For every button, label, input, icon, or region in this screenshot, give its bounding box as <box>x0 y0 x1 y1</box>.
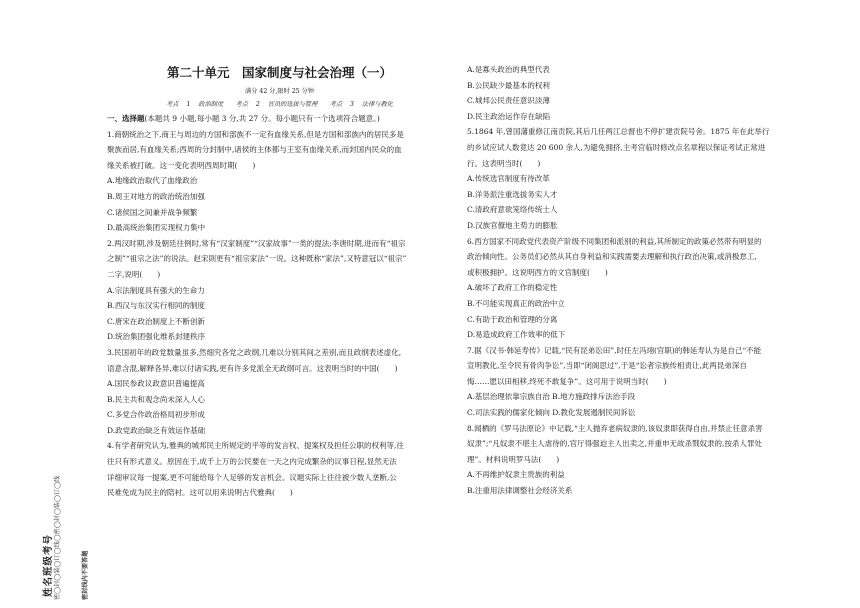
student-info-label: 姓名班级考号 <box>43 533 54 597</box>
text-line: 详细审议每一提案,更不可能给每个人足够的发言机会。议题实际上往往被少数人垄断,公 <box>107 472 397 482</box>
text-line: D.统治集团强化维系封建秩序 <box>107 332 206 342</box>
text-line: 2.两汉时期,涉及朝廷往例时,常有“汉家制度”“汉家故事”一类的提法;李唐时期,进而有“祖宗 <box>107 238 406 248</box>
text-line: B.不可能实现真正的政治中立 <box>467 298 565 308</box>
text-line: A.地缘政治取代了血缘政治 <box>107 176 198 186</box>
text-line: C.有助于政治和管理的分离 <box>467 314 558 324</box>
text-line: A.基层治理依靠宗族自治 B.地方施政排斥法治手段 <box>467 392 636 402</box>
text-line: 的乡试应试人数竟达 20 600 余人,为避免拥挤,主考官临时修改点名章程以保证考试正常进 <box>467 142 766 152</box>
text-line: D.最高统治集团实现权力集中 <box>107 223 206 233</box>
text-line: A.破坏了政府工作的稳定性 <box>467 283 558 293</box>
score-time-info: 满分 42 分,限时 25 分钟 <box>245 88 314 95</box>
text-line: A.国民参政议政意识普遍提高 <box>107 379 205 389</box>
text-line: C.司法实践的儒家化倾向 D.教化发展遏制民间诉讼 <box>467 408 636 418</box>
text-line: C.诸侯国之间兼并战争频繁 <box>107 207 198 217</box>
text-line: A.是寡头政治的典型代表 <box>467 65 550 74</box>
text-line: 4.有学者研究认为,雅典的城邦民主所规定的平等的发言权、提案权及担任公职的权利等,往 <box>107 441 404 451</box>
text-line: 奴隶”;“凡奴隶不堪主人虐待的,官厅得强迫主人出卖之,并重申无故杀戮奴隶的,按杀人罪处 <box>467 439 762 449</box>
text-line: 民难免成为民主的陪衬。这可以用来说明古代雅典( ) <box>107 488 293 498</box>
text-line: B.民主共和观念尚未深入人心 <box>107 394 205 404</box>
text-line: 行。这表明当时( ) <box>467 158 541 168</box>
text-line: C.多党合作政治格局初步形成 <box>107 410 205 420</box>
seal-line-text: 密◯封◯装◯订◯线◯密◯封◯装◯订◯线 <box>54 475 61 600</box>
text-line: B.注重用法律调整社会经济关系 <box>467 486 573 496</box>
text-line: 聚族而居,有血缘关系;西周的分封制中,诸侯的主体都与王室有血缘关系,而封国内民众的血 <box>107 145 402 155</box>
text-line: B.洋务派注重选拔务实人才 <box>467 189 558 199</box>
text-line: 语意含混,解释各异,难以付诸实践,更有许多党派全无政纲可言。这表明当时的中国( ) <box>107 363 398 373</box>
text-line: B.西汉与东汉实行相同的制度 <box>107 301 205 311</box>
left-column <box>107 62 452 501</box>
text-line: 缘关系被打破。这一变化表明西周时期( ) <box>107 160 256 170</box>
text-line: 或积极拥护。这说明西方的文官制度( ) <box>467 267 608 277</box>
text-line: A.宗法制度具有强大的生命力 <box>107 285 205 295</box>
text-line: D.民主政治运作存在缺陷 <box>467 111 551 121</box>
text-line: B.周王对地方的政治统治加强 <box>107 191 205 201</box>
text-line: C.城邦公民责任意识淡薄 <box>467 96 550 106</box>
text-line: B.公民缺少最基本的权利 <box>467 80 550 90</box>
section-heading <box>107 111 452 127</box>
right-column <box>467 62 837 499</box>
text-line: 往只有形式意义。原因在于,成千上万的公民要在一天之内完成繁杂的议事日程,显然无法 <box>107 457 397 467</box>
text-line: 5.1864 年,曾国藩重修江南贡院,其后几任两江总督也不停扩建贡院号舍。1875 年在此举行 <box>467 127 770 137</box>
text-line: 7.据《汉书·韩延寿传》记载,“民有昆弟讼田”,时任左冯翊(官职)的韩延寿认为是自己“不能 <box>467 345 762 355</box>
page-title: 第二十单元 国家制度与社会治理（一） <box>166 65 392 80</box>
text-line: A.传统选官制度有待改革 <box>467 174 550 184</box>
text-line: 6.西方国家不同政党代表资产阶级不同集团和派别的利益,其所制定的政策必然带有明显的 <box>467 236 762 246</box>
text-line: 宣明教化,至令民有骨肉争讼”,当即“闭阁思过”,于是“讼者宗族传相责让,此两昆弟深自 <box>467 361 747 371</box>
text-line: 之制”“祖宗之法”的说法。赵宋則更有“祖宗家法”一说。这种既称“家法”,又特意冠以“祖宗” <box>107 254 407 264</box>
text-line: C.清政府意欲笼络传统士人 <box>467 205 558 215</box>
text-line: D.易造成政府工作效率的低下 <box>467 330 566 340</box>
seal-notice-text: 密封线内不要答题 <box>82 550 89 600</box>
text-line: 理”。材料说明罗马法( ) <box>467 454 560 464</box>
text-line: 二字,说明( ) <box>107 269 161 279</box>
text-line: 悔……愿以田相移,终死不敢复争”。这可用于说明当时( ) <box>467 376 667 386</box>
binding-margin <box>0 0 90 608</box>
text-line: A.不再维护奴隶主贵族的利益 <box>467 470 565 480</box>
section-instructions: (本题共 9 小题,每小题 3 分,共 27 分。每小题只有一个选项符合题意。) <box>144 114 380 123</box>
text-line: D.汉族官僚地主势力的膨胀 <box>467 220 558 230</box>
text-line: D.政党政治缺乏有效运作基础 <box>107 425 206 435</box>
text-line: 1.商朝统治之下,商王与周边的方国和部族不一定有血缘关系,但是方国和部族内的居民多是 <box>107 129 404 139</box>
left-question-list <box>107 127 452 501</box>
right-question-list <box>467 62 837 499</box>
text-line: C.唐宋在政治制度上不断创新 <box>107 316 205 326</box>
text-line: 3.民国初年的政党数量虽多,然细究各党之政纲,几难以分别其间之差别,而且政纲表述虚化, <box>107 347 402 357</box>
text-line: 政治倾向性。公务员们必然从其自身利益和实践需要去理解和执行政治决策,或消极怠工, <box>467 252 757 262</box>
exam-points: 考点 1 政治制度 考点 2 官员的选拔与管理 考点 3 法律与教化 <box>166 101 393 108</box>
section-label: 一、选择题 <box>107 114 145 123</box>
text-line: 8.闻栖的《罗马法原论》中记载,“主人抛弃老病奴隶的,该奴隶即获得自由,并禁止任意杀害 <box>467 423 763 433</box>
